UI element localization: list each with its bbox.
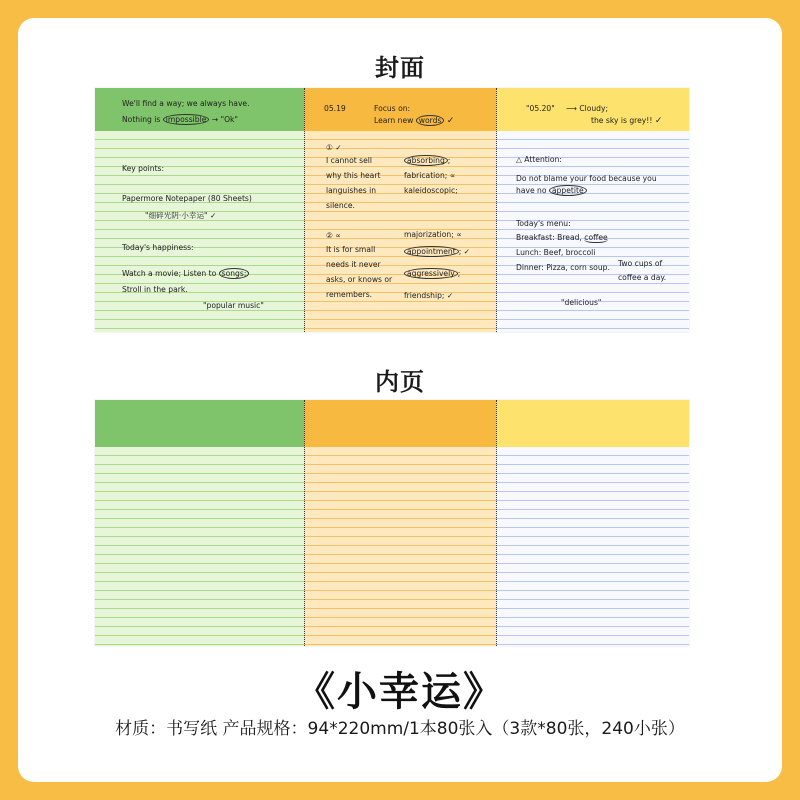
lunch: Lunch: Beef, broccoli (516, 248, 596, 257)
inner-orange-header (304, 400, 496, 447)
left2-line3: asks, or knows or (326, 275, 393, 284)
cover-orange-column (304, 88, 496, 332)
dinner: Dinner: Pizza, corn soup. (516, 263, 610, 272)
green-header (95, 88, 304, 131)
chinese-line: "细碎光阴·小幸运" ✓ (145, 211, 217, 220)
happiness-text: Today's happiness: (122, 243, 194, 252)
movie-line: Watch a movie; Listen to songs; (122, 269, 249, 278)
menu-title: Today's menu: (516, 219, 571, 228)
cover-section-title: 封面 (375, 54, 425, 82)
blame-line1: Do not blame your food because you (516, 174, 657, 183)
cover-yellow-column (496, 88, 689, 332)
inner-green-header (95, 400, 304, 447)
cover-green-column (95, 88, 304, 332)
left2-line4: remembers. (326, 290, 373, 299)
breakfast: Breakfast: Bread, coffee (516, 233, 608, 242)
left1-line2: why this heart (326, 171, 381, 180)
right1-line2: fabrication; ∝ (404, 171, 456, 180)
right2-line2: appointment ; ✓ (404, 247, 470, 256)
left2-line2: needs it never (326, 260, 381, 269)
words-circled: words (416, 115, 445, 126)
yellow-date: "05.20" (526, 104, 555, 113)
delicious: "delicious" (561, 298, 602, 307)
sky-grey: the sky is grey!! ✓ (591, 116, 663, 126)
cloudy: ⟶ Cloudy; (566, 104, 609, 113)
orange-num1: ① ✓ (326, 143, 342, 152)
left2-line1: It is for small (326, 245, 376, 254)
songs-circled: songs; (219, 268, 250, 279)
key-points: Key points: (122, 164, 165, 173)
left1-line4: silence. (326, 201, 355, 210)
two-cups-1: Two cups of (618, 259, 663, 268)
inner-green-body (95, 447, 304, 646)
product-name: 《小幸运》 (295, 668, 505, 715)
orange-date: 05.19 (324, 104, 346, 113)
inner-fold-line-2 (496, 400, 497, 646)
inner-orange-body (304, 447, 496, 646)
green-header-line1: We'll find a way; we always have. (122, 99, 250, 108)
notepaper-text: Papermore Notepaper (80 Sheets) (122, 194, 252, 203)
inner-panel (95, 400, 689, 646)
inner-fold-line-1 (304, 400, 305, 646)
green-lined-body (95, 131, 304, 332)
two-cups-2: coffee a day. (618, 273, 667, 282)
inner-section-title: 内页 (375, 368, 425, 396)
stroll-line: Stroll in the park. (122, 285, 188, 294)
right1-line1: absorbing ; (404, 156, 450, 165)
spec-text: 材质：书写纸 产品规格：94*220mm/1本80张入（3款*80张，240小张） (115, 719, 685, 739)
yellow-lined-body (496, 131, 689, 332)
right2-line3: aggressively ; (404, 269, 460, 278)
orange-num2: ② ∝ (326, 231, 341, 240)
inner-yellow-body (496, 447, 689, 646)
popular-music: "popular music" (203, 301, 264, 310)
fold-line-2 (496, 88, 497, 332)
green-header-line2: Nothing is impossible → "Ok" (122, 115, 238, 124)
impossible-circled: impossible (163, 114, 210, 125)
right2-line1: majorization; ∝ (404, 230, 462, 239)
left1-line3: languishes in (326, 186, 377, 195)
focus-on: Focus on: (374, 104, 411, 113)
yellow-header (496, 88, 689, 131)
learn-new-words: Learn new words ✓ (374, 116, 455, 126)
fold-line-1 (304, 88, 305, 332)
left1-line1: I cannot sell (326, 156, 372, 165)
right1-line3: kaleidoscopic; (404, 186, 458, 195)
orange-header (304, 88, 496, 131)
inner-yellow-header (496, 400, 689, 447)
inner-orange-column (304, 400, 496, 646)
attention: △ Attention: (516, 155, 562, 164)
blame-line2: have no appetite (516, 186, 587, 195)
right2-line4: friendship; ✓ (404, 291, 454, 300)
cover-panel (95, 88, 689, 332)
inner-green-column (95, 400, 304, 646)
orange-lined-body (304, 131, 496, 332)
inner-yellow-column (496, 400, 689, 646)
